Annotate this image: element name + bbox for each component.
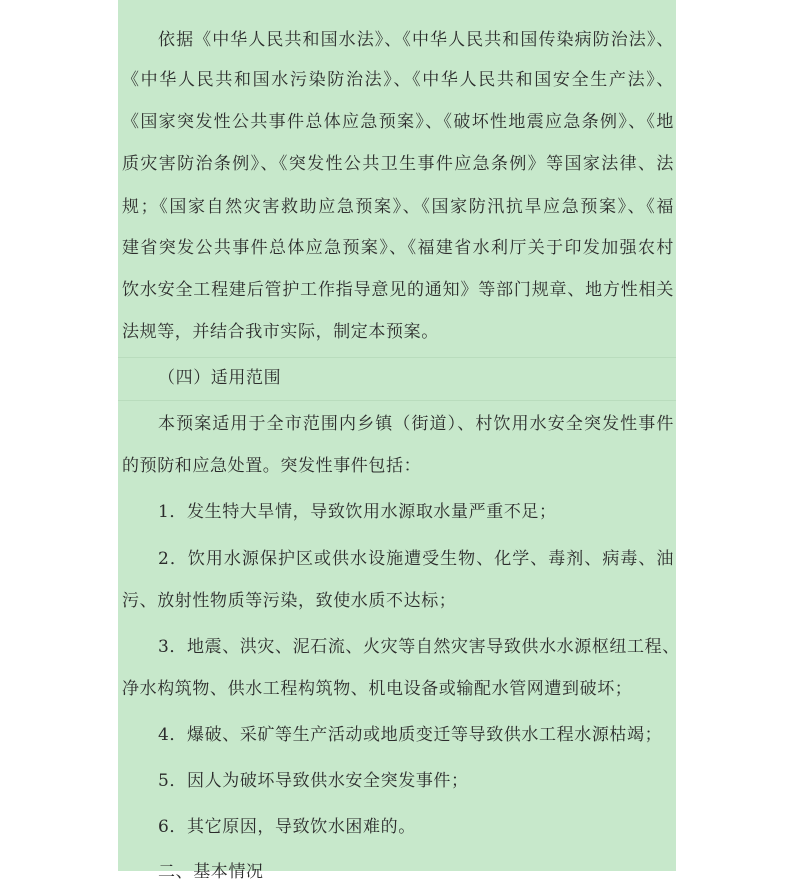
list-item: 5．因人为破坏导致供水安全突发事件； [158,771,469,791]
paragraph-line: 《中华人民共和国水污染防治法》、《中华人民共和国安全生产法》、 [122,70,674,90]
divider [118,357,676,358]
scope-intro-line: 本预案适用于全市范围内乡镇（街道）、村饮用水安全突发性事件 [158,414,674,434]
section-heading: （四）适用范围 [158,368,282,388]
list-item: 4．爆破、采矿等生产活动或地质变迁等导致供水工程水源枯竭； [158,725,663,745]
list-item: 3．地震、洪灾、泥石流、火灾等自然灾害导致供水水源枢纽工程、 [158,637,680,657]
paragraph-line: 依据《中华人民共和国水法》、《中华人民共和国传染病防治法》、 [158,30,674,50]
list-item-continuation: 净水构筑物、供水工程构筑物、机电设备或输配水管网遭到破坏； [122,679,633,699]
paragraph-line: 法规等，并结合我市实际，制定本预案。 [122,322,439,342]
paragraph-line: 《国家突发性公共事件总体应急预案》、《破坏性地震应急条例》、《地 [122,112,674,132]
next-section-heading: 二、基本情况 [158,862,264,882]
paragraph-line: 质灾害防治条例》、《突发性公共卫生事件应急条例》等国家法律、法 [122,154,674,174]
list-item: 6．其它原因，导致饮水困难的。 [158,817,416,837]
list-item: 1．发生特大旱情，导致饮用水源取水量严重不足； [158,502,557,522]
divider [118,400,676,401]
scope-intro-line: 的预防和应急处置。突发性事件包括： [122,456,422,476]
list-item-continuation: 污、放射性物质等污染，致使水质不达标； [122,591,457,611]
paragraph-line: 饮水安全工程建后管护工作指导意见的通知》等部门规章、地方性相关 [122,280,674,300]
paragraph-line: 建省突发公共事件总体应急预案》、《福建省水利厅关于印发加强农村 [122,238,674,258]
list-item: 2．饮用水源保护区或供水设施遭受生物、化学、毒剂、病毒、油 [158,549,674,569]
paragraph-line: 规；《国家自然灾害救助应急预案》、《国家防汛抗旱应急预案》、《福 [122,197,674,217]
